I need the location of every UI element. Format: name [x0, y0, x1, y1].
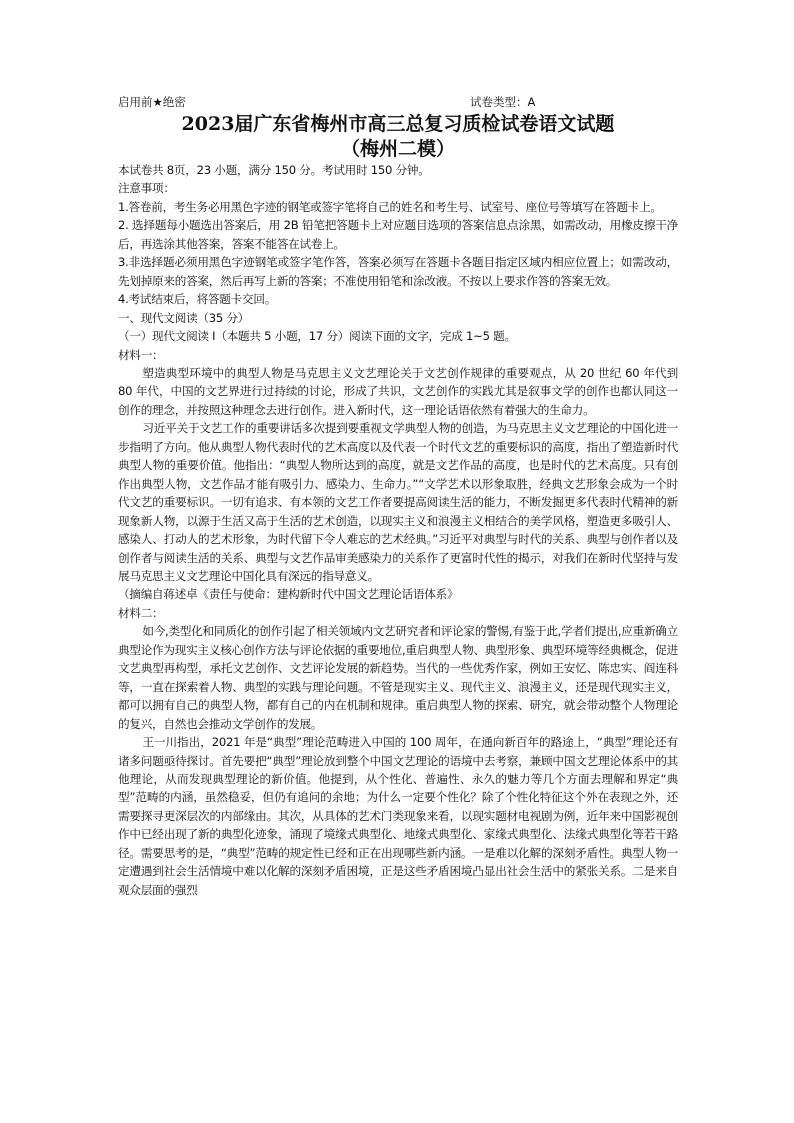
confidential-mark: 启用前★绝密 — [118, 95, 186, 109]
exam-body — [118, 161, 678, 899]
notice-item: 1.答卷前，考生务必用黑色字迹的钢笔或签字笔将自己的姓名和考生号、试室号、座位号等填写在答题卡上。 — [118, 199, 662, 214]
notice-item: 4.考试结束后，将答题卡交回。 — [118, 292, 277, 307]
notice-heading: 注意事项： — [118, 181, 175, 196]
material-label: 材料一： — [118, 347, 164, 362]
paragraph: 王一川指出，2021 年是“典型”理论范畴进入中国的 100 周年，在通向新百年的路途上，“典型”理论还有诸多问题亟待探讨。首先要把“典型”理论放到整个中国文艺理论的语境中去考察，兼顾中国文艺理论体系中的其他理论，从而发现典型理论的新价值。他提到，从个性化、普遍性、永久的魅力等几个方面去理解和界定“典型”范畴的内涵，虽然稳妥，但仍有追问的余地；为什么一定要个性化？除了个性化特征这个外在表现之外，还需要探寻更深层次的内部缘由。其次，从具体的艺术门类现象来看，以现实题材电视剧为例，近年来中国影视创作中已经出现了新的典型化迹象，涌现了境缘式典型化、地缘式典型化、家缘式典型化、法缘式典型化等若干路径。需要思考的是，“典型”范畴的规定性已经和正在出现哪些新内涵。一是难以化解的深刻矛盾性。典型人物一定遭遇到社会生活情境中难以化解的深刻矛盾困境，正是这些矛盾困境凸显出社会生活中的紧张关系。二是来自观众层面的强烈 — [118, 735, 678, 897]
paragraph: 塑造典型环境中的典型人物是马克思主义文艺理论关于文艺创作规律的重要观点，从 20 世纪 60 年代到 80 年代，中国的文艺界进行过持续的讨论，形成了共识，文艺创作的实践尤其是叙事文学的创作也都认同这一创作的理念，并按照这种理念去进行创作。进入新时代，这一理论话语依然有着强大的生命力。 — [118, 365, 678, 417]
notice-item: 3.非选择题必须用黑色字迹钢笔或签字笔作答，答案必须写在答题卡各题目指定区域内相应位置上；如需改动，先划掉原来的答案，然后再写上新的答案；不准使用铅笔和涂改液。不按以上要求作答的答案无效。 — [118, 255, 678, 288]
exam-subtitle: （梅州二模） — [340, 138, 455, 160]
source-citation: （摘编自蒋述卓《责任与使命：建构新时代中国文艺理论话语体系》 — [118, 587, 459, 602]
header-row — [118, 93, 678, 111]
material-label: 材料二： — [118, 605, 164, 620]
paragraph: 如今,类型化和同质化的创作引起了相关领域内文艺研究者和评论家的警惕,有鉴于此,学者们提出,应重新确立典型论作为现实主义核心创作方法与评论依据的重要地位,重启典型人物、典型形象、典型环境等经典概念，促进文艺典型再构型，承托文艺创作、文艺评论发展的新趋势。当代的一些优秀作家，例如王安忆、陈忠实、阎连科等，一直在探索着人物、典型的实践与理论问题。不管是现实主义、现代主义、浪漫主义，还是现代现实主义，都可以拥有自己的典型人物，都有自己的内在机制和规律。重启典型人物的探索、研究，就会带动整个人物理论的复兴，自然也会推动文学创作的发展。 — [118, 624, 678, 731]
paper-type: 试卷类型：A — [470, 95, 536, 109]
section-heading: 一、现代文阅读（35 分） — [118, 310, 250, 325]
intro-line: 本试卷共 8页，23 小题，满分 150 分。考试用时 150 分钟。 — [118, 163, 430, 177]
paragraph: 习近平关于文艺工作的重要讲话多次提到要重视文学典型人物的创造，为马克思主义文艺理论的中国化进一步指明了方向。他从典型人物代表时代的艺术高度以及代表一个时代文艺的重要标识的高度，指出了塑造新时代典型人物的重要价值。他指出：“典型人物所达到的高度，就是文艺作品的高度，也是时代的艺术高度。只有创作出典型人物，文艺作品才能有吸引力、感染力、生命力。”“文学艺术以形象取胜，经典文艺形象会成为一个时代文艺的重要标识。一切有追求、有本领的文艺工作者要提高阅读生活的能力，不断发掘更多代表时代精神的新现象新人物，以源于生活又高于生活的艺术创造，以现实主义和浪漫主义相结合的美学风格，塑造更多吸引人、感染人、打动人的艺术形象，为时代留下令人难忘的艺术经典。”习近平对典型与时代的关系、典型与创作者以及创作者与阅读生活的关系、典型与文艺作品审美感染力的关系作了更富时代性的揭示，对我们在新时代坚持与发展马克思主义文艺理论中国化具有深远的指导意义。 — [118, 421, 678, 583]
subsection-heading: （一）现代文阅读 I（本题共 5 小题，17 分）阅读下面的文字，完成 1~5 题。 — [118, 329, 516, 344]
exam-title: 2023届广东省梅州市高三总复习质检试卷语文试题 — [181, 113, 615, 135]
exam-page — [118, 93, 678, 899]
notice-item: 2. 选择题每小题选出答案后，用 2B 铅笔把答题卡上对应题目选项的答案信息点涂黑，如需改动，用橡皮擦干净后，再选涂其他答案，答案不能答在试卷上。 — [118, 218, 678, 251]
